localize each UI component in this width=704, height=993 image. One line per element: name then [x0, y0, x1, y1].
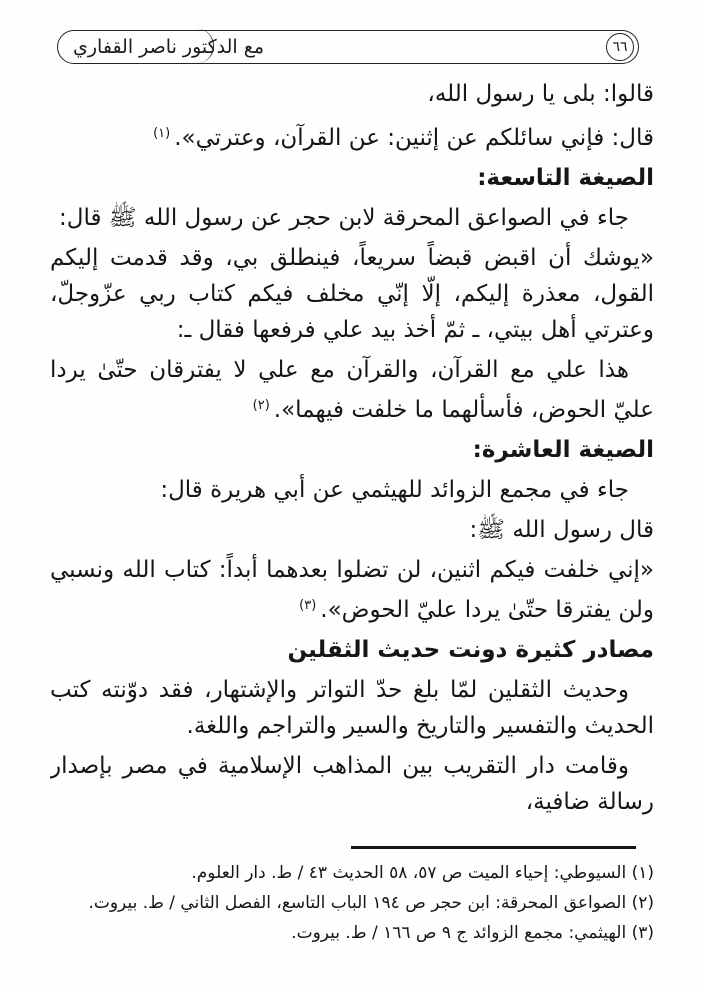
paragraph — [50, 512, 654, 548]
paragraph-text: هذا علي مع القرآن، والقرآن مع علي لا يفترقان حتّىٰ يردا عليّ الحوض، فأسألهما ما خلفت فيهما». — [50, 357, 654, 423]
paragraph — [50, 240, 654, 348]
page-body — [50, 76, 654, 824]
paragraph-text: جاء في الصواعق المحرقة لابن حجر عن رسول الله ﷺ قال: — [59, 205, 629, 231]
paragraph — [50, 748, 654, 820]
footnote-ref: (١) — [153, 126, 171, 141]
paragraph-text: قال رسول الله ﷺ: — [469, 517, 654, 543]
paragraph-text: جاء في مجمع الزوائد للهيثمي عن أبي هريرة قال: — [160, 477, 629, 503]
footnotes-section — [50, 846, 654, 948]
header-banner — [57, 30, 639, 64]
title-divider-curve — [198, 29, 214, 63]
header-title: مع الدكتور ناصر القفاري — [73, 36, 265, 58]
paragraph — [50, 552, 654, 628]
paragraph — [50, 472, 654, 508]
paragraph — [50, 672, 654, 744]
paragraph-text: وحديث الثقلين لمّا بلغ حدّ التواتر والإشتهار، فقد دوّنته كتب الحديث والتفسير والتاريخ والسير والتراجم واللغة. — [50, 677, 654, 739]
page-number-badge: ٦٦ — [606, 33, 634, 61]
paragraph-text: وقامت دار التقريب بين المذاهب الإسلامية في مصر بإصدار رسالة ضافية، — [50, 753, 654, 815]
paragraph-text: قال: فإني سائلكم عن إثنين: عن القرآن، وعترتي». — [174, 125, 654, 151]
paragraph — [50, 200, 654, 236]
footnote-ref: (٢) — [252, 398, 270, 413]
section-heading: الصيغة التاسعة: — [477, 165, 654, 191]
footnotes-separator — [351, 846, 636, 849]
section-heading: الصيغة العاشرة: — [472, 437, 654, 463]
paragraph-text: «يوشك أن اقبض قبضاً سريعاً، فينطلق بي، وقد قدمت إليكم القول، معذرة إليكم، إلّا إنّي مخلف فيكم كتاب ربي عزّوجلّ، وعترتي أهل بيتي، ـ ثمّ أخذ بيد علي فرفعها فقال ـ: — [50, 245, 654, 343]
footnote-ref: (٣) — [299, 598, 317, 613]
section-heading: مصادر كثيرة دونت حديث الثقلين — [287, 637, 654, 663]
paragraph-text: «إني خلفت فيكم اثنين، لن تضلوا بعدهما أبداً: كتاب الله ونسبي ولن يفترقا حتّىٰ يردا عليّ الحوض». — [50, 557, 654, 623]
paragraph — [50, 116, 654, 156]
paragraph — [50, 76, 654, 112]
paragraph — [50, 352, 654, 428]
footnote-item: (١) السيوطي: إحياء الميت ص ٥٧، ٥٨ الحديث ٤٣ / ط. دار العلوم. — [191, 863, 654, 883]
footnote-item: (٣) الهيثمي: مجمع الزوائد ج ٩ ص ١٦٦ / ط. بيروت. — [291, 923, 654, 943]
footnote-item: (٢) الصواعق المحرقة: ابن حجر ص ١٩٤ الباب التاسع، الفصل الثاني / ط. بيروت. — [88, 893, 654, 913]
paragraph-text: قالوا: بلى يا رسول الله، — [427, 81, 654, 107]
